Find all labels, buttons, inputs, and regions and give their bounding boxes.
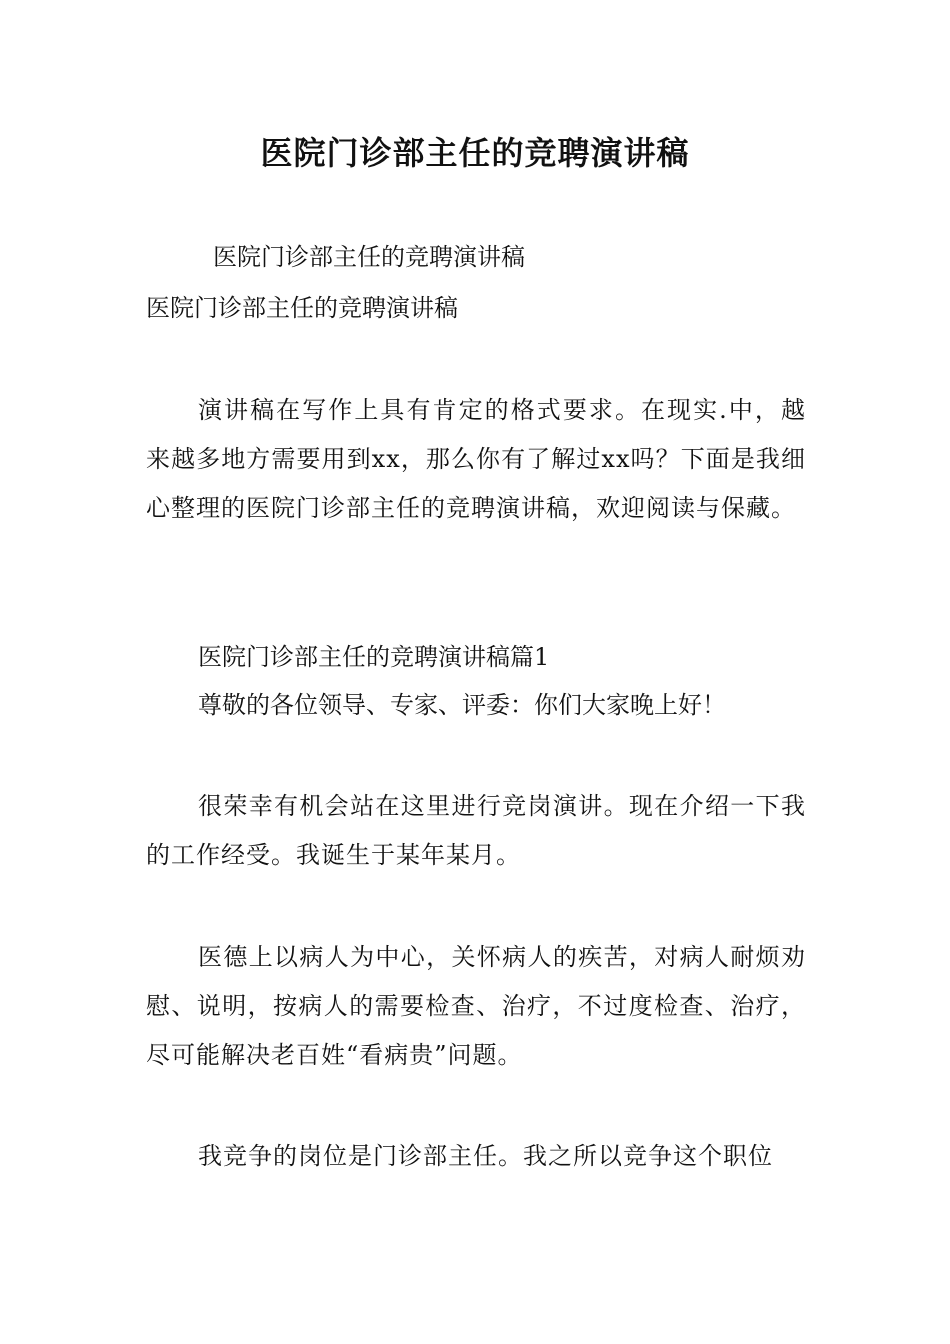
body-paragraph-2: 医德上以病人为中心，关怀病人的疾苦，对病人耐烦劝慰、说明，按病人的需要检查、治疗，不过度检查、治疗，尽可能解决老百姓“看病贵”问题。 [146,943,806,1069]
subtitle-line-2: 医院门诊部主任的竞聘演讲稿 [146,294,458,322]
body-paragraph-3: 我竞争的岗位是门诊部主任。我之所以竞争这个职位 [198,1142,773,1170]
section-heading: 医院门诊部主任的竞聘演讲稿篇1 [198,643,550,671]
document-title: 医院门诊部主任的竞聘演讲稿 [260,134,690,172]
subtitle-line-1: 医院门诊部主任的竞聘演讲稿 [213,243,525,271]
greeting-line: 尊敬的各位领导、专家、评委：你们大家晚上好！ [198,691,726,719]
body-paragraph-1: 很荣幸有机会站在这里进行竞岗演讲。现在介绍一下我的工作经受。我诞生于某年某月。 [146,792,806,869]
intro-paragraph: 演讲稿在写作上具有肯定的格式要求。在现实.中，越来越多地方需要用到xx，那么你有了解过xx吗？下面是我细心整理的医院门诊部主任的竞聘演讲稿，欢迎阅读与保藏。 [146,396,806,522]
